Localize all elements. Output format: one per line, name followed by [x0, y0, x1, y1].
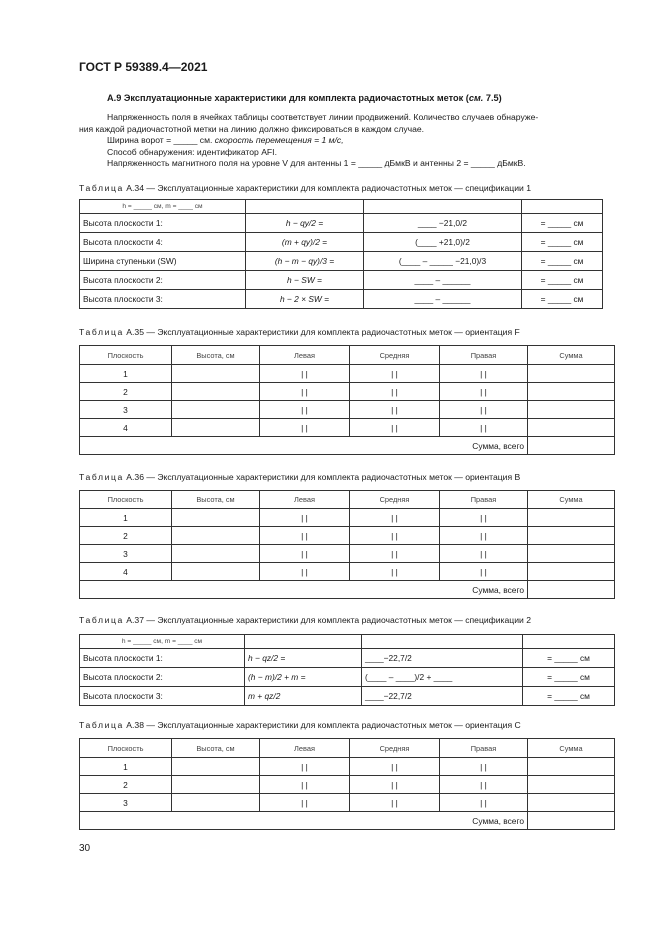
- table-row: [80, 527, 615, 545]
- tally-cell: | |: [440, 563, 528, 581]
- total-cell: [528, 812, 615, 830]
- tally-cell: | |: [260, 419, 350, 437]
- tally-cell: | |: [260, 401, 350, 419]
- sum-cell: [528, 794, 615, 812]
- table-row: [80, 758, 615, 776]
- row-formula: m + qz/2: [245, 687, 362, 706]
- row-value: ____ – ______: [364, 271, 522, 290]
- row-formula: (h − m)/2 + m =: [245, 668, 362, 687]
- table-head-params: h = _____ см, m = ____ см: [80, 200, 246, 214]
- sum-cell: [528, 365, 615, 383]
- table-a35: [79, 345, 615, 455]
- row-name: Ширина ступеньки (SW): [80, 252, 246, 271]
- tally-cell: | |: [440, 509, 528, 527]
- tally-cell: | |: [440, 419, 528, 437]
- row-value: (____ – _____ −21,0)/3: [364, 252, 522, 271]
- table-a36-caption: [79, 472, 520, 482]
- table-row: [80, 668, 615, 687]
- caption-text: А.35 — Эксплуатационные характеристики для комплекта радиочастотных меток — ориентация F: [123, 327, 520, 337]
- caption-label: Таблица: [79, 327, 124, 337]
- table-row: [80, 401, 615, 419]
- tally-cell: | |: [440, 401, 528, 419]
- table-row: [80, 271, 603, 290]
- row-name: Высота плоскости 3:: [80, 290, 246, 309]
- sum-cell: [528, 401, 615, 419]
- tally-cell: | |: [350, 419, 440, 437]
- table-row: [80, 509, 615, 527]
- col-header: Левая: [260, 491, 350, 509]
- col-header: Правая: [440, 739, 528, 758]
- page-number: 30: [79, 843, 91, 854]
- tally-cell: | |: [260, 758, 350, 776]
- height-cell: [172, 419, 260, 437]
- table-row: [80, 776, 615, 794]
- total-label: Сумма, всего: [80, 581, 528, 599]
- sum-cell: [528, 383, 615, 401]
- tally-cell: | |: [260, 794, 350, 812]
- table-row: [80, 365, 615, 383]
- tally-cell: | |: [440, 527, 528, 545]
- table-head-empty: [246, 200, 364, 214]
- section-title: Эксплуатационные характеристики для комплекта радиочастотных меток (: [123, 93, 469, 103]
- table-a37-caption: [79, 615, 531, 625]
- row-name: Высота плоскости 1:: [80, 214, 246, 233]
- table-head-params: h = _____ см, m = ____ см: [80, 635, 245, 649]
- tally-cell: | |: [350, 509, 440, 527]
- gate-width: Ширина ворот = _____ см.: [107, 135, 215, 146]
- table-row: [80, 649, 615, 668]
- height-cell: [172, 776, 260, 794]
- tally-cell: | |: [350, 545, 440, 563]
- plane-number: 3: [80, 545, 172, 563]
- tally-cell: | |: [350, 383, 440, 401]
- row-result: = _____ см: [523, 649, 615, 668]
- table-row-total: [80, 437, 615, 455]
- row-value: (____ – ____)/2 + ____: [362, 668, 523, 687]
- table-head-empty: [245, 635, 362, 649]
- total-label: Сумма, всего: [80, 812, 528, 830]
- plane-number: 2: [80, 527, 172, 545]
- row-formula: (h − m − qy)/3 =: [246, 252, 364, 271]
- tally-cell: | |: [350, 776, 440, 794]
- plane-number: 3: [80, 401, 172, 419]
- caption-label: Таблица: [79, 615, 124, 625]
- sum-cell: [528, 527, 615, 545]
- sum-cell: [528, 776, 615, 794]
- row-formula: h − SW =: [246, 271, 364, 290]
- table-row: [80, 794, 615, 812]
- table-row: [80, 545, 615, 563]
- table-row: [80, 419, 615, 437]
- table-row: [80, 687, 615, 706]
- tally-cell: | |: [260, 545, 350, 563]
- row-result: = _____ см: [523, 687, 615, 706]
- table-head-empty: [362, 635, 523, 649]
- tally-cell: | |: [260, 563, 350, 581]
- table-a38-caption: [79, 720, 521, 730]
- table-row-total: [80, 581, 615, 599]
- total-cell: [528, 581, 615, 599]
- col-header: Средняя: [350, 346, 440, 365]
- sum-cell: [528, 758, 615, 776]
- plane-number: 4: [80, 563, 172, 581]
- row-result: = _____ см: [522, 290, 603, 309]
- caption-text: А.37 — Эксплуатационные характеристики для комплекта радиочастотных меток — спецификации 2: [123, 615, 531, 625]
- caption-label: Таблица: [79, 472, 124, 482]
- row-value: ____−22,7/2: [362, 649, 523, 668]
- caption-text: А.38 — Эксплуатационные характеристики для комплекта радиочастотных меток — ориентация C: [123, 720, 521, 730]
- plane-number: 2: [80, 776, 172, 794]
- section-number: А.9: [107, 93, 122, 103]
- table-head-empty: [364, 200, 522, 214]
- row-name: Высота плоскости 1:: [80, 649, 245, 668]
- row-formula: h − 2 × SW =: [246, 290, 364, 309]
- total-cell: [528, 437, 615, 455]
- section-heading: [107, 93, 502, 103]
- sum-cell: [528, 563, 615, 581]
- col-header: Средняя: [350, 739, 440, 758]
- row-formula: h − qy/2 =: [246, 214, 364, 233]
- table-row-total: [80, 812, 615, 830]
- travel-speed: скорость перемещения = 1 м/с,: [214, 135, 344, 146]
- table-row: [80, 233, 603, 252]
- height-cell: [172, 383, 260, 401]
- row-result: = _____ см: [522, 233, 603, 252]
- table-a38: [79, 738, 615, 830]
- sum-cell: [528, 419, 615, 437]
- col-header: Высота, см: [172, 346, 260, 365]
- height-cell: [172, 401, 260, 419]
- caption-label: Таблица: [79, 720, 124, 730]
- caption-text: А.36 — Эксплуатационные характеристики для комплекта радиочастотных меток — ориентация B: [123, 472, 521, 482]
- tally-cell: | |: [260, 365, 350, 383]
- table-a35-caption: [79, 327, 520, 337]
- caption-label: Таблица: [79, 183, 124, 193]
- tally-cell: | |: [440, 365, 528, 383]
- plane-number: 2: [80, 383, 172, 401]
- height-cell: [172, 545, 260, 563]
- col-header: Плоскость: [80, 346, 172, 365]
- height-cell: [172, 563, 260, 581]
- tally-cell: | |: [440, 794, 528, 812]
- row-name: Высота плоскости 2:: [80, 271, 246, 290]
- row-result: = _____ см: [522, 252, 603, 271]
- row-value: ____ – ______: [364, 290, 522, 309]
- col-header: Высота, см: [172, 491, 260, 509]
- tally-cell: | |: [260, 383, 350, 401]
- section-ref-tail: 7.5): [483, 93, 502, 103]
- row-name: Высота плоскости 3:: [80, 687, 245, 706]
- caption-text: А.34 — Эксплуатационные характеристики для комплекта радиочастотных меток — спецификации 1: [123, 183, 531, 193]
- sum-cell: [528, 545, 615, 563]
- table-row: [80, 214, 603, 233]
- table-a36: [79, 490, 615, 599]
- plane-number: 3: [80, 794, 172, 812]
- col-header: Высота, см: [172, 739, 260, 758]
- tally-cell: | |: [440, 776, 528, 794]
- height-cell: [172, 509, 260, 527]
- height-cell: [172, 527, 260, 545]
- col-header: Средняя: [350, 491, 440, 509]
- height-cell: [172, 794, 260, 812]
- col-header: Сумма: [528, 346, 615, 365]
- col-header: Правая: [440, 491, 528, 509]
- col-header: Плоскость: [80, 491, 172, 509]
- height-cell: [172, 365, 260, 383]
- intro-line-3: [79, 135, 614, 147]
- table-head-empty: [523, 635, 615, 649]
- tally-cell: | |: [350, 401, 440, 419]
- tally-cell: | |: [260, 776, 350, 794]
- table-row: [80, 252, 603, 271]
- col-header: Левая: [260, 346, 350, 365]
- row-result: = _____ см: [523, 668, 615, 687]
- col-header: Правая: [440, 346, 528, 365]
- plane-number: 1: [80, 365, 172, 383]
- row-formula: (m + qy)/2 =: [246, 233, 364, 252]
- intro-line-4: Способ обнаружения: идентификатор AFI.: [107, 146, 277, 157]
- tally-cell: | |: [350, 794, 440, 812]
- table-row: [80, 563, 615, 581]
- tally-cell: | |: [260, 527, 350, 545]
- tally-cell: | |: [350, 563, 440, 581]
- row-value: ____ −21,0/2: [364, 214, 522, 233]
- row-value: ____−22,7/2: [362, 687, 523, 706]
- tally-cell: | |: [350, 758, 440, 776]
- sum-cell: [528, 509, 615, 527]
- plane-number: 1: [80, 758, 172, 776]
- height-cell: [172, 758, 260, 776]
- intro-paragraph: [79, 112, 614, 170]
- col-header: Левая: [260, 739, 350, 758]
- intro-line-5: Напряженность магнитного поля на уровне V для антенны 1 = _____ дБмкВ и антенны 2 = _____ дБмкВ.: [107, 158, 526, 169]
- table-row: [80, 383, 615, 401]
- col-header: Сумма: [528, 739, 615, 758]
- tally-cell: | |: [440, 758, 528, 776]
- col-header: Плоскость: [80, 739, 172, 758]
- tally-cell: | |: [260, 509, 350, 527]
- section-ref: см.: [468, 93, 484, 103]
- intro-line-1: Напряженность поля в ячейках таблицы соответствует линии продвижений. Количество случаев обнаруже-: [107, 112, 539, 122]
- row-name: Высота плоскости 4:: [80, 233, 246, 252]
- row-result: = _____ см: [522, 271, 603, 290]
- table-row: [80, 290, 603, 309]
- tally-cell: | |: [440, 383, 528, 401]
- tally-cell: | |: [440, 545, 528, 563]
- table-a37: [79, 634, 615, 706]
- row-result: = _____ см: [522, 214, 603, 233]
- table-head-empty: [522, 200, 603, 214]
- total-label: Сумма, всего: [80, 437, 528, 455]
- table-a34: [79, 199, 603, 309]
- tally-cell: | |: [350, 365, 440, 383]
- row-value: (____ +21,0)/2: [364, 233, 522, 252]
- intro-line-2: ния каждой радиочастотной метки на линию должно фиксироваться в каждом случае.: [79, 123, 425, 134]
- table-a34-caption: [79, 183, 531, 193]
- row-formula: h − qz/2 =: [245, 649, 362, 668]
- col-header: Сумма: [528, 491, 615, 509]
- document-code: ГОСТ Р 59389.4—2021: [79, 60, 208, 74]
- plane-number: 1: [80, 509, 172, 527]
- row-name: Высота плоскости 2:: [80, 668, 245, 687]
- plane-number: 4: [80, 419, 172, 437]
- tally-cell: | |: [350, 527, 440, 545]
